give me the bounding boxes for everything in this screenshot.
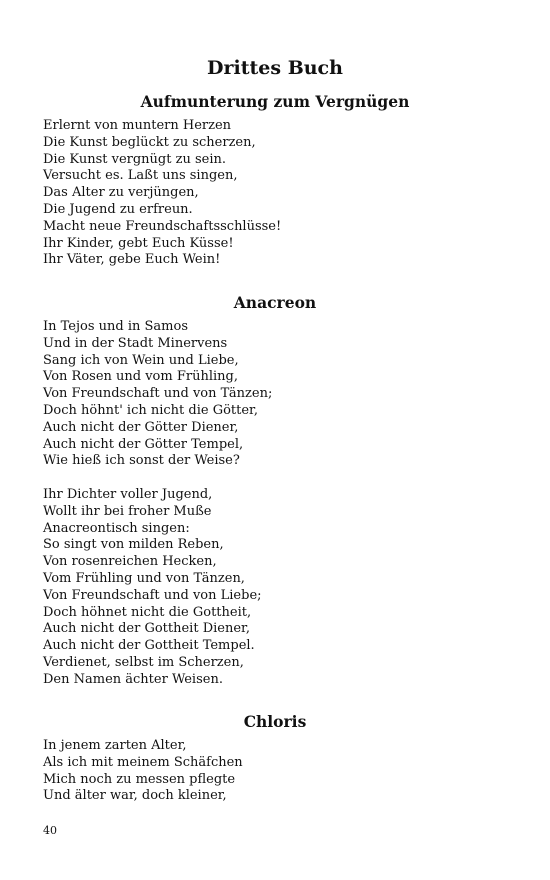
poem-stanza	[43, 319, 272, 470]
verse-line: Die Jugend zu erfreun.	[43, 201, 193, 217]
poem-stanza	[43, 118, 281, 269]
verse-line: Auch nicht der Gottheit Diener,	[43, 621, 250, 637]
verse-line: Und älter war, doch kleiner,	[43, 788, 227, 804]
verse-line: Auch nicht der Gottheit Tempel.	[43, 638, 255, 654]
verse-line: Erlernt von muntern Herzen	[43, 118, 232, 133]
poem-title: Chloris	[243, 712, 307, 731]
verse-line: Ihr Dichter voller Jugend,	[43, 487, 213, 502]
verse-line: Vom Frühling und von Tänzen,	[43, 570, 245, 586]
verse-line: Macht neue Freundschaftsschlüsse!	[43, 218, 282, 234]
verse-line: Den Namen ächter Weisen.	[43, 671, 223, 687]
verse-line: Wollt ihr bei froher Muße	[43, 503, 212, 519]
verse-line: In Tejos und in Samos	[43, 319, 188, 334]
verse-line: Und in der Stadt Minervens	[43, 335, 228, 351]
verse-line: Wie hieß ich sonst der Weise?	[43, 453, 240, 469]
verse-line: In jenem zarten Alter,	[43, 738, 187, 753]
verse-line: Doch höhnet nicht die Gottheit,	[43, 604, 252, 620]
verse-line: Die Kunst vergnügt zu sein.	[43, 151, 226, 167]
poem-stanza	[43, 738, 243, 805]
book-title: Drittes Buch	[207, 57, 343, 79]
verse-line: Von Rosen und vom Frühling,	[43, 369, 238, 385]
verse-line: Auch nicht der Götter Tempel,	[43, 436, 244, 452]
verse-line: Auch nicht der Götter Diener,	[43, 419, 239, 435]
verse-line: Sang ich von Wein und Liebe,	[43, 352, 239, 368]
verse-line: Anacreontisch singen:	[43, 520, 190, 536]
poem-title: Aufmunterung zum Vergnügen	[140, 92, 410, 111]
verse-line: Von Freundschaft und von Liebe;	[43, 587, 262, 603]
verse-line: Das Alter zu verjüngen,	[43, 185, 199, 201]
verse-line: Ihr Kinder, gebt Euch Küsse!	[43, 235, 234, 251]
verse-line: So singt von milden Reben,	[43, 537, 224, 553]
page-number: 40	[43, 824, 57, 837]
verse-line: Die Kunst beglückt zu scherzen,	[43, 134, 256, 150]
poem-stanza	[43, 487, 262, 689]
verse-line: Mich noch zu messen pflegte	[43, 771, 236, 787]
verse-line: Versucht es. Laßt uns singen,	[43, 168, 238, 184]
verse-line: Als ich mit meinem Schäfchen	[43, 754, 243, 770]
verse-line: Ihr Väter, gebe Euch Wein!	[43, 252, 221, 268]
verse-line: Von Freundschaft und von Tänzen;	[43, 386, 273, 402]
verse-line: Verdienet, selbst im Scherzen,	[43, 654, 244, 670]
poem-title: Anacreon	[233, 293, 317, 312]
verse-line: Von rosenreichen Hecken,	[43, 554, 217, 570]
verse-line: Doch höhnt' ich nicht die Götter,	[43, 402, 258, 418]
